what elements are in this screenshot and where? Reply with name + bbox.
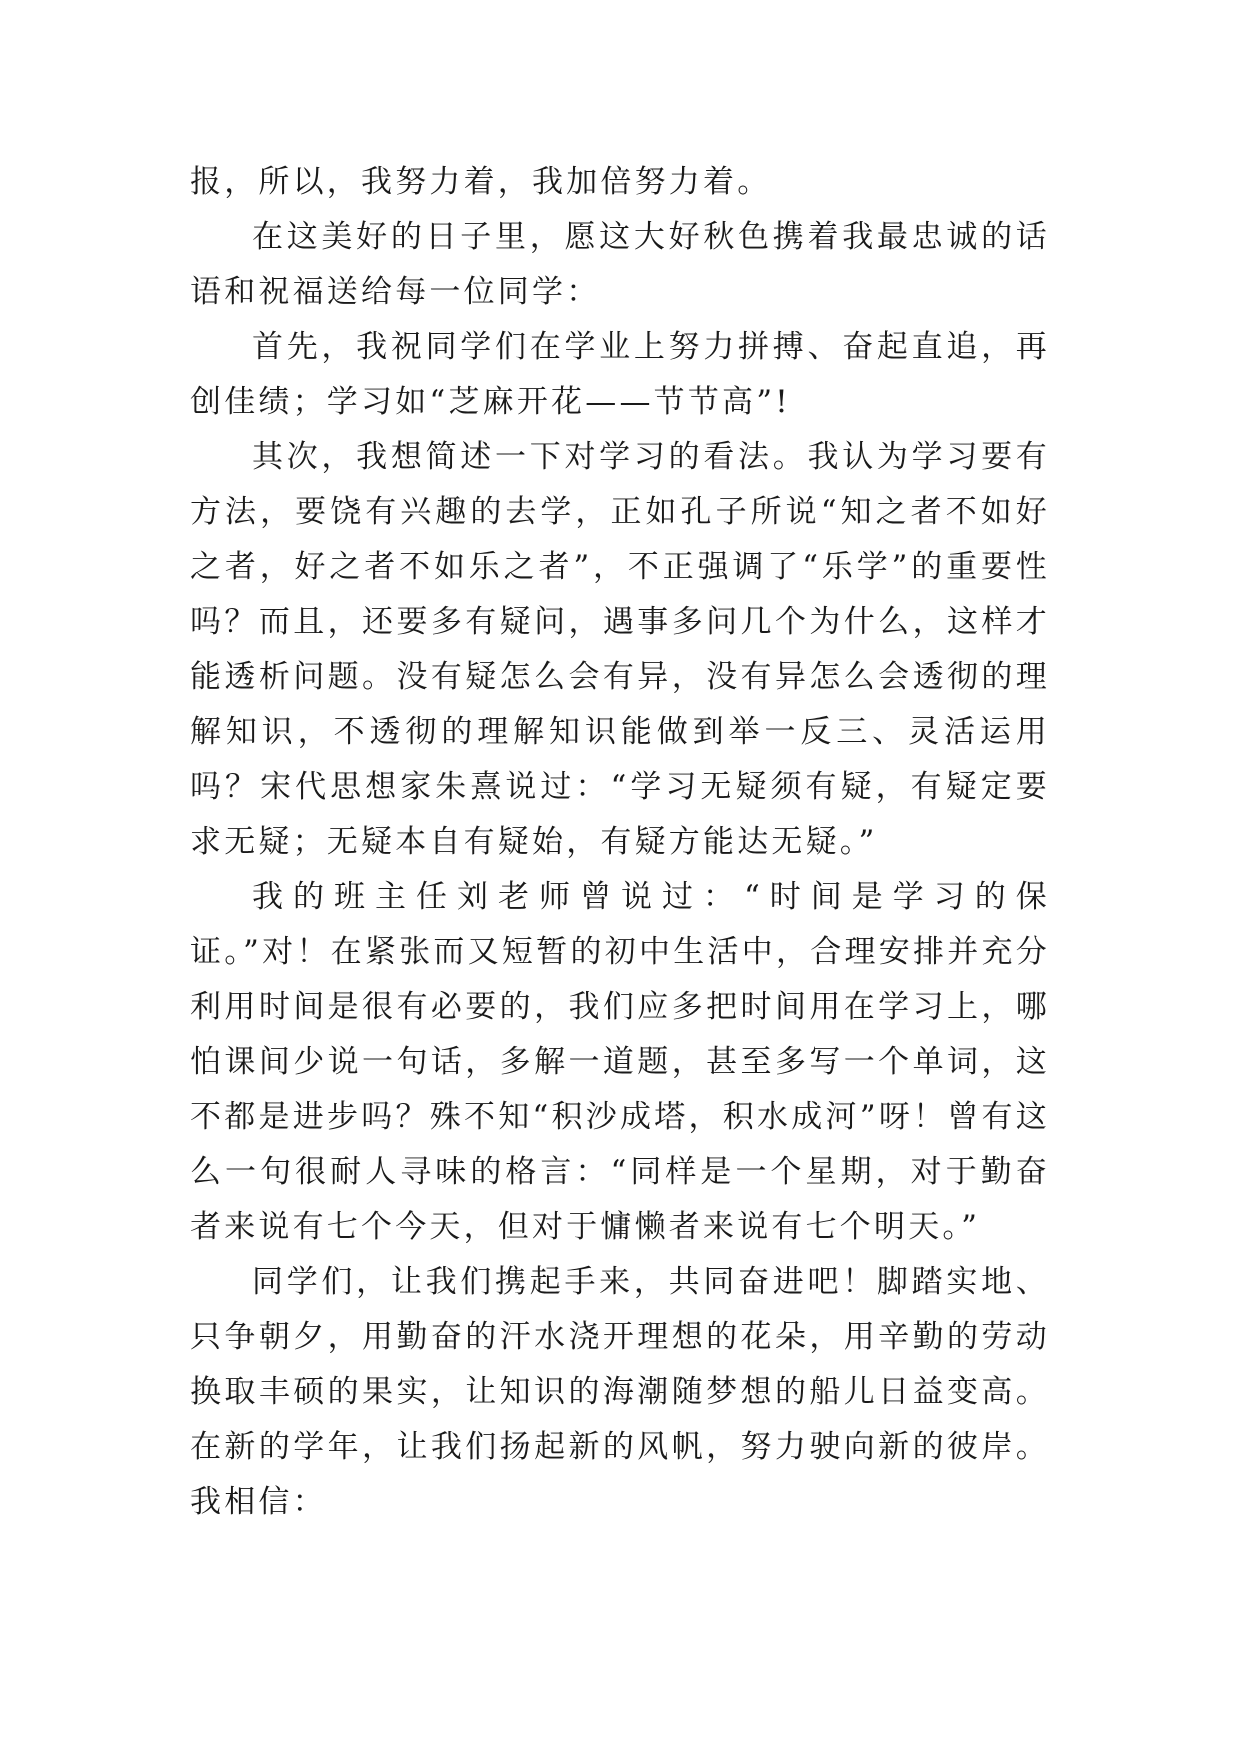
paragraph-study-method: 其次，我想简述一下对学习的看法。我认为学习要有方法，要饶有兴趣的去学，正如孔子所说“知之者不如好之者，好之者不如乐之者”，不正强调了“乐学”的重要性吗？而且，还要多有疑问，遇事多问几个为什么，这样才能透析问题。没有疑怎么会有异，没有异怎么会透彻的理解知识，不透彻的理解知识能做到举一反三、灵活运用吗？宋代思想家朱熹说过：“学习无疑须有疑，有疑定要求无疑；无疑本自有疑始，有疑方能达无疑。” [190,439,1050,860]
paragraph-closing: 同学们，让我们携起手来，共同奋进吧！脚踏实地、只争朝夕，用勤奋的汗水浇开理想的花朵，用辛勤的劳动换取丰硕的果实，让知识的海潮随梦想的船儿日益变高。在新的学年，让我们扬起新的风帆，努力驶向新的彼岸。我相信： [190,1264,1050,1520]
paragraph-first-wish: 首先，我祝同学们在学业上努力拼搏、奋起直追，再创佳绩；学习如“芝麻开花——节节高”! [190,329,1050,420]
paragraph-time-management: 我的班主任刘老师曾说过：“时间是学习的保证。”对！在紧张而又短暂的初中生活中，合理安排并充分利用时间是很有必要的，我们应多把时间用在学习上，哪怕课间少说一句话，多解一道题，甚至多写一个单词，这不都是进步吗？殊不知“积沙成塔，积水成河”呀！曾有这么一句很耐人寻味的格言：“同样是一个星期，对于勤奋者来说有七个今天，但对于慵懒者来说有七个明天。” [190,879,1050,1245]
paragraph-wishes-intro: 在这美好的日子里，愿这大好秋色携着我最忠诚的话语和祝福送给每一位同学： [190,219,1050,310]
document-body [190,155,1050,1530]
paragraph-continuation: 报，所以，我努力着，我加倍努力着。 [190,164,772,200]
